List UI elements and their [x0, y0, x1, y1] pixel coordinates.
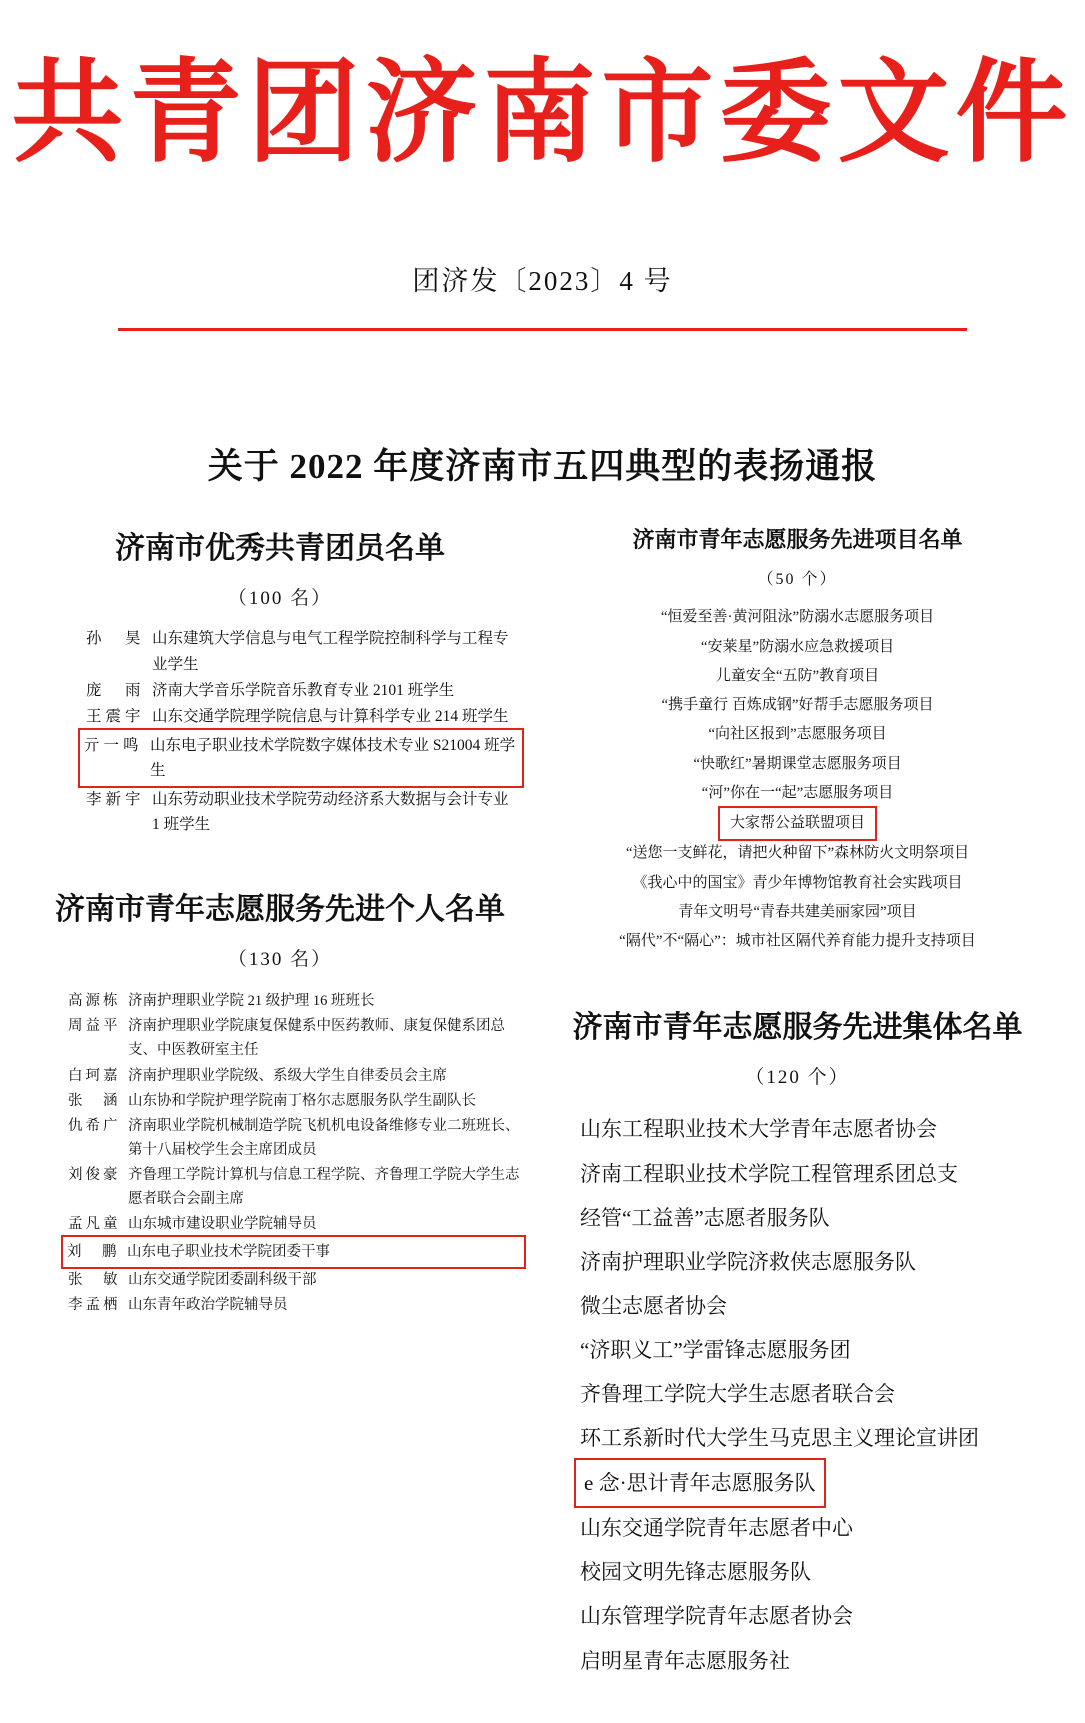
section-spacer — [540, 956, 1055, 1002]
group-name: 齐鲁理工学院大学生志愿者联合会 — [580, 1382, 895, 1406]
group-name: 山东管理学院青年志愿者协会 — [580, 1604, 853, 1629]
person-description: 山东城市建设职业学院辅导员 — [128, 1215, 317, 1232]
section-excellent-members — [30, 523, 530, 837]
section-count-advanced-groups: （120 个） — [745, 1067, 850, 1089]
project-name: 大家帮公益联盟项目 — [720, 808, 875, 839]
list-item — [576, 1107, 1055, 1151]
person-name: 刘 鹏 — [67, 1243, 120, 1260]
document-number: 团济发〔2023〕4 号 — [412, 266, 673, 297]
excellent-members-list — [30, 626, 530, 837]
section-count-advanced-projects: （50 个） — [757, 571, 838, 589]
person-description: 山东交通学院团委副科级干部 — [128, 1272, 317, 1288]
section-spacer — [30, 838, 530, 884]
list-item — [68, 1163, 524, 1211]
member-name: 孙 昊 — [86, 630, 145, 648]
list-item — [540, 662, 1055, 691]
masthead — [0, 0, 1085, 331]
list-item — [540, 869, 1055, 898]
member-description: 山东建筑大学信息与电气工程学院控制科学与工程专业学生 — [152, 630, 509, 673]
red-divider-rule — [118, 328, 967, 331]
list-item — [576, 1328, 1055, 1372]
list-item — [86, 678, 520, 703]
list-item — [540, 927, 1055, 956]
member-description: 山东劳动职业技术学院劳动经济系大数据与会计专业 1 班学生 — [152, 791, 509, 834]
project-name: “快歌红”暑期课堂志愿服务项目 — [693, 755, 902, 772]
section-title-advanced-projects: 济南市青年志愿服务先进项目名单 — [632, 527, 963, 553]
list-item — [576, 1196, 1055, 1240]
section-count-advanced-individuals: （130 名） — [227, 949, 333, 971]
group-name: 经管“工益善”志愿者服务队 — [580, 1205, 830, 1230]
left-column — [30, 523, 530, 1682]
list-item — [540, 720, 1055, 749]
person-description: 济南职业学院机械制造学院飞机机电设备维修专业二班班长、第十八届校学生会主席团成员 — [128, 1117, 520, 1158]
person-name: 白珂嘉 — [68, 1067, 121, 1084]
content-grid — [0, 523, 1085, 1722]
advanced-groups-list — [540, 1107, 1055, 1682]
section-title-advanced-individuals: 济南市青年志愿服务先进个人名单 — [55, 893, 505, 927]
list-item — [68, 1293, 524, 1317]
list-item — [576, 1240, 1055, 1284]
group-name: 济南工程职业技术学院工程管理系团总支 — [580, 1161, 958, 1186]
list-item — [540, 691, 1055, 720]
section-advanced-projects — [540, 523, 1055, 956]
person-name: 张 敏 — [68, 1272, 121, 1288]
person-name: 高源栋 — [68, 993, 121, 1010]
person-description: 济南护理职业学院康复保健系中医药教师、康复保健系团总支、中医教研室主任 — [128, 1018, 505, 1059]
project-name: “恒爱至善·黄河阻泳”防溺水志愿服务项目 — [660, 609, 935, 626]
right-column — [540, 523, 1055, 1682]
list-item — [576, 1550, 1055, 1594]
project-name: 儿童安全“五防”教育项目 — [715, 667, 880, 684]
advanced-projects-list — [540, 603, 1055, 956]
project-name: “隔代”不“隔心”：城市社区隔代养育能力提升支持项目 — [619, 933, 976, 950]
list-item — [576, 1284, 1055, 1328]
advanced-individuals-list — [30, 989, 530, 1317]
masthead-title: 共青团济南市委文件 — [11, 52, 1074, 176]
list-item-highlighted — [63, 1237, 524, 1267]
list-item — [68, 1212, 524, 1236]
group-name: 济南护理职业学院济救侠志愿服务队 — [580, 1249, 916, 1274]
section-advanced-groups — [540, 1002, 1055, 1682]
list-item — [540, 779, 1055, 808]
section-advanced-individuals — [30, 884, 530, 1317]
section-title-excellent-members: 济南市优秀共青团员名单 — [115, 532, 445, 566]
list-item — [576, 1372, 1055, 1416]
list-item — [86, 626, 520, 676]
group-name: “济职义工”学雷锋志愿服务团 — [580, 1337, 851, 1362]
project-name: 《我心中的国宝》青少年博物馆教育社会实践项目 — [632, 874, 963, 891]
member-name: 庞 雨 — [86, 681, 145, 699]
list-item-highlighted — [576, 1460, 1055, 1506]
list-item — [68, 1064, 524, 1088]
list-item — [576, 1416, 1055, 1460]
project-name: “携手童行 百炼成钢”好帮手志愿服务项目 — [661, 697, 934, 714]
list-item — [576, 1152, 1055, 1196]
person-name: 刘俊豪 — [68, 1166, 121, 1183]
list-item — [540, 750, 1055, 779]
list-item — [576, 1506, 1055, 1550]
list-item — [68, 1014, 524, 1062]
member-description: 山东电子职业技术学院数字媒体技术专业 S21004 班学生 — [150, 736, 516, 779]
list-item — [540, 603, 1055, 632]
list-item — [86, 787, 520, 837]
group-name: 山东工程职业技术大学青年志愿者协会 — [580, 1117, 937, 1142]
member-name: 亓一鸣 — [84, 736, 143, 754]
project-name: 青年文明号“青春共建美丽家园”项目 — [678, 903, 917, 920]
project-name: “河”你在一“起”志愿服务项目 — [701, 784, 894, 801]
person-name: 仇希广 — [68, 1117, 121, 1134]
list-item — [540, 898, 1055, 927]
list-item — [68, 989, 524, 1013]
list-item — [576, 1594, 1055, 1638]
member-description: 山东交通学院理学院信息与计算科学专业 214 班学生 — [152, 707, 509, 725]
person-description: 山东协和学院护理学院南丁格尔志愿服务队学生副队长 — [128, 1092, 476, 1109]
person-name: 周益平 — [68, 1018, 121, 1035]
group-name: 环工系新时代大学生马克思主义理论宣讲团 — [580, 1426, 979, 1451]
list-item — [576, 1639, 1055, 1683]
member-name: 李新宇 — [86, 791, 145, 809]
person-name: 孟凡童 — [68, 1215, 121, 1232]
list-item-highlighted — [80, 730, 522, 786]
member-name: 王震宇 — [86, 707, 145, 725]
group-name: e 念·思计青年志愿服务队 — [576, 1460, 824, 1506]
person-name: 张 涵 — [68, 1092, 121, 1109]
list-item-highlighted — [540, 808, 1055, 839]
group-name: 启明星青年志愿服务社 — [580, 1648, 790, 1673]
person-description: 济南护理职业学院 21 级护理 16 班班长 — [128, 993, 375, 1010]
person-description: 济南护理职业学院级、系级大学生自律委员会主席 — [128, 1067, 447, 1084]
project-name: “送您一支鲜花，请把火种留下”森林防火文明祭项目 — [625, 845, 970, 862]
group-name: 山东交通学院青年志愿者中心 — [580, 1516, 853, 1541]
person-name: 李孟栖 — [68, 1297, 121, 1314]
list-item — [540, 633, 1055, 662]
member-description: 济南大学音乐学院音乐教育专业 2101 班学生 — [152, 681, 455, 699]
list-item — [68, 1089, 524, 1113]
person-description: 齐鲁理工学院计算机与信息工程学院、齐鲁理工学院大学生志愿者联合会副主席 — [128, 1166, 520, 1207]
project-name: “安莱星”防溺水应急救援项目 — [700, 638, 895, 655]
project-name: “向社区报到”志愿服务项目 — [708, 726, 887, 743]
page-title: 关于 2022 年度济南市五四典型的表扬通报 — [207, 447, 878, 487]
section-title-advanced-groups: 济南市青年志愿服务先进集体名单 — [572, 1011, 1023, 1045]
list-item — [68, 1268, 524, 1292]
person-description: 山东青年政治学院辅导员 — [128, 1297, 288, 1314]
list-item — [540, 839, 1055, 868]
person-description: 山东电子职业技术学院团委干事 — [127, 1243, 330, 1260]
section-count-excellent-members: （100 名） — [227, 588, 333, 610]
group-name: 校园文明先锋志愿服务队 — [580, 1560, 811, 1585]
list-item — [68, 1114, 524, 1162]
list-item — [86, 704, 520, 729]
group-name: 微尘志愿者协会 — [580, 1293, 727, 1318]
